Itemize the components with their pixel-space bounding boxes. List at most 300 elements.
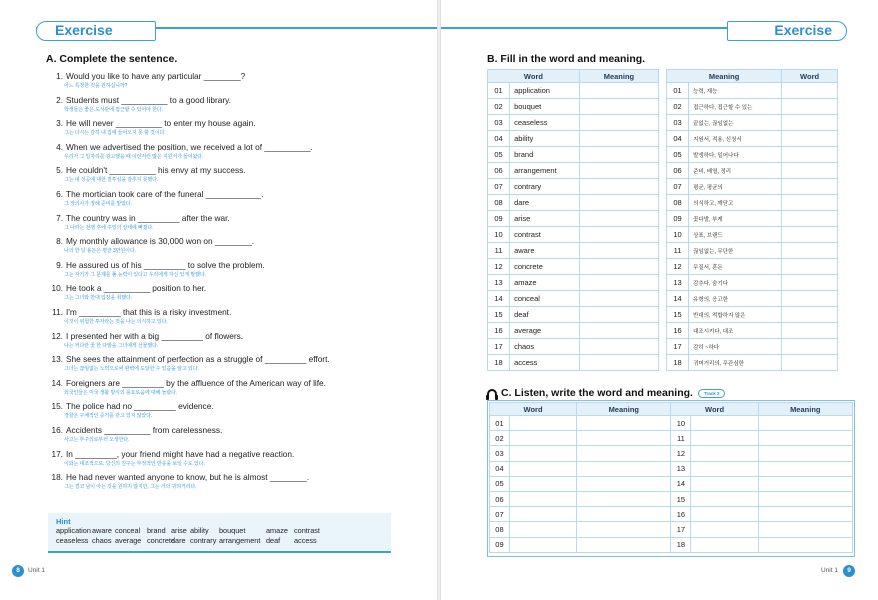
- column-header-word: Word: [671, 403, 758, 416]
- question-sentence: [50, 165, 420, 176]
- table-row: [490, 416, 853, 431]
- question-translation: 그는 그녀와 반대 입장을 취했다.: [64, 295, 132, 302]
- question-translation: 그녀는 끊임없는 노력으로써 완벽에 도달한 수 있음을 알고 있다.: [64, 366, 199, 373]
- table-row: [667, 99, 838, 115]
- question-text: When we advertised the position, we received a lot of __________.: [66, 141, 313, 152]
- question-sentence: [50, 449, 420, 460]
- word-answer-cell[interactable]: [782, 291, 838, 307]
- table-row: [667, 195, 838, 211]
- meaning-cell: 접근하다, 접근할 수 있는: [689, 99, 782, 115]
- word-answer-cell[interactable]: [782, 307, 838, 323]
- question-item: [50, 189, 420, 208]
- meaning-answer-cell[interactable]: [579, 355, 658, 371]
- row-number: 10: [488, 227, 510, 243]
- row-number: 18: [667, 355, 689, 371]
- word-answer-cell[interactable]: [782, 355, 838, 371]
- question-translation: 외국인들은 미국 생활 방식의 풍요로움에 대해 놀랐다.: [64, 389, 178, 396]
- row-number: 07: [490, 507, 510, 522]
- word-cell: amaze: [510, 275, 580, 291]
- row-number: 15: [488, 307, 510, 323]
- meaning-answer-cell[interactable]: [579, 195, 658, 211]
- question-translation: 그 장의사가 장례 준비를 맡았다.: [64, 201, 132, 207]
- word-answer-cell[interactable]: [782, 115, 838, 131]
- question-sentence: [50, 378, 420, 389]
- meaning-answer-cell[interactable]: [579, 243, 658, 259]
- hint-word: application: [56, 526, 91, 535]
- hint-title: Hint: [56, 517, 71, 526]
- word-cell: dare: [510, 195, 580, 211]
- row-number: 07: [667, 179, 689, 195]
- meaning-answer-cell[interactable]: [758, 431, 852, 446]
- meaning-answer-cell[interactable]: [579, 163, 658, 179]
- column-header-word: Word: [782, 70, 838, 83]
- question-item: [50, 118, 420, 137]
- word-answer-cell[interactable]: [509, 431, 576, 446]
- row-number: 02: [667, 99, 689, 115]
- question-translation: 나의 한 달 용돈은 평균 3만원이다.: [64, 248, 136, 255]
- row-number: 03: [490, 446, 510, 461]
- meaning-cell: 상표, 브랜드: [689, 227, 782, 243]
- question-item: [50, 425, 420, 444]
- row-number: 18: [671, 537, 691, 552]
- word-answer-cell[interactable]: [782, 179, 838, 195]
- word-answer-cell[interactable]: [691, 491, 758, 506]
- meaning-cell: 준비, 배열, 정리: [689, 163, 782, 179]
- question-text: He couldn't __________ his envy at my success.: [66, 165, 246, 176]
- word-answer-cell[interactable]: [782, 275, 838, 291]
- right-page: [441, 0, 878, 600]
- question-sentence: [50, 213, 420, 224]
- question-item: [50, 401, 420, 420]
- question-item: [50, 472, 420, 491]
- question-item: [50, 142, 420, 161]
- hint-word: bouquet: [219, 526, 246, 535]
- section-c-title: [487, 387, 725, 399]
- question-number: 3.: [56, 118, 63, 129]
- word-answer-cell[interactable]: [782, 99, 838, 115]
- question-text: Accidents __________ from carelessness.: [66, 425, 223, 435]
- column-header-meaning: Meaning: [579, 70, 658, 83]
- meaning-answer-cell[interactable]: [579, 115, 658, 131]
- meaning-answer-cell[interactable]: [758, 446, 852, 461]
- meaning-answer-cell[interactable]: [579, 307, 658, 323]
- word-answer-cell[interactable]: [782, 131, 838, 147]
- question-text: The police had no _________ evidence.: [66, 401, 214, 412]
- meaning-answer-cell[interactable]: [579, 291, 658, 307]
- row-number: 12: [667, 259, 689, 275]
- table-row: [488, 259, 659, 275]
- table-row: [667, 307, 838, 323]
- row-number: 09: [490, 537, 510, 552]
- row-number: 10: [667, 227, 689, 243]
- hint-word: contrary: [190, 535, 217, 545]
- word-cell: average: [510, 323, 580, 339]
- table-row: [667, 355, 838, 371]
- word-answer-cell[interactable]: [509, 537, 576, 552]
- table-row: [490, 431, 853, 446]
- row-number: 02: [490, 431, 510, 446]
- track-badge[interactable]: Track 2: [698, 389, 726, 398]
- listening-table: [489, 402, 853, 553]
- word-answer-cell[interactable]: [509, 476, 576, 491]
- meaning-cell: 감히 ~하다: [689, 339, 782, 355]
- exercise-header: Exercise: [36, 21, 156, 41]
- question-item: [50, 260, 420, 279]
- question-sentence: [50, 236, 420, 247]
- question-sentence: [50, 283, 420, 294]
- headphone-icon: [487, 389, 497, 397]
- unit-label: Unit 1: [28, 567, 45, 574]
- column-header-meaning: Meaning: [758, 403, 852, 416]
- meaning-answer-cell[interactable]: [579, 147, 658, 163]
- question-item: [50, 307, 420, 326]
- word-answer-cell[interactable]: [691, 507, 758, 522]
- hint-row: [56, 526, 383, 536]
- question-sentence: [50, 425, 420, 436]
- row-number: 14: [488, 291, 510, 307]
- meaning-cell: 대조시키다, 대조: [689, 323, 782, 339]
- meaning-answer-cell[interactable]: [758, 476, 852, 491]
- meaning-cell: 유형의, 응고한: [689, 291, 782, 307]
- meaning-answer-cell[interactable]: [579, 179, 658, 195]
- question-number: 7.: [56, 212, 63, 223]
- row-number: 04: [488, 131, 510, 147]
- meaning-answer-cell[interactable]: [579, 339, 658, 355]
- row-number: 13: [667, 275, 689, 291]
- question-number: 18.: [51, 472, 63, 483]
- table-row: [488, 179, 659, 195]
- question-text: I presented her with a big _________ of flowers.: [66, 330, 244, 341]
- table-row: [488, 339, 659, 355]
- word-cell: bouquet: [510, 99, 580, 115]
- meaning-answer-cell[interactable]: [579, 83, 658, 99]
- hint-word: arrangement: [219, 535, 261, 545]
- table-row: [490, 491, 853, 506]
- hint-word: ceaseless: [56, 535, 89, 545]
- row-number: 11: [667, 243, 689, 259]
- question-item: [50, 449, 420, 468]
- table-row: [488, 131, 659, 147]
- word-answer-cell[interactable]: [509, 522, 576, 537]
- question-text: Students must __________ to a good library.: [66, 94, 231, 105]
- meaning-answer-cell[interactable]: [579, 131, 658, 147]
- table-row: [667, 227, 838, 243]
- row-number: 05: [490, 476, 510, 491]
- row-number: 08: [490, 522, 510, 537]
- meaning-answer-cell[interactable]: [758, 507, 852, 522]
- row-number: 16: [671, 507, 691, 522]
- row-number: 13: [488, 275, 510, 291]
- row-number: 15: [671, 491, 691, 506]
- question-text: She sees the attainment of perfection as a struggle of _________ effort.: [66, 354, 330, 365]
- word-answer-cell[interactable]: [782, 323, 838, 339]
- question-item: [50, 165, 420, 184]
- meaning-cell: 끝없는, 끊임없는: [689, 115, 782, 131]
- question-translation: 사고는 부주의로부터 오생한다.: [64, 437, 130, 443]
- table-row: [490, 537, 853, 552]
- table-row: [490, 476, 853, 491]
- meaning-answer-cell[interactable]: [579, 323, 658, 339]
- word-answer-cell[interactable]: [782, 243, 838, 259]
- unit-label: Unit 1: [821, 567, 838, 574]
- exercise-header: Exercise: [727, 21, 847, 41]
- question-item: [50, 378, 420, 397]
- question-number: 14.: [51, 377, 63, 388]
- meaning-answer-cell[interactable]: [577, 522, 671, 537]
- question-sentence: [50, 189, 420, 200]
- table-row: [667, 179, 838, 195]
- question-text: My monthly allowance is 30,000 won on ________.: [66, 236, 255, 247]
- section-c-title-text: C. Listen, write the word and meaning.: [501, 387, 693, 399]
- table-row: [667, 323, 838, 339]
- table-row: [667, 147, 838, 163]
- word-answer-cell[interactable]: [691, 431, 758, 446]
- hint-word: chaos: [92, 535, 112, 545]
- word-cell: contrary: [510, 179, 580, 195]
- table-row: [667, 83, 838, 99]
- table-row: [488, 243, 659, 259]
- table-row: [667, 259, 838, 275]
- question-text: He had never wanted anyone to know, but he is almost ________.: [66, 472, 310, 483]
- meaning-answer-cell[interactable]: [579, 227, 658, 243]
- word-answer-cell[interactable]: [509, 491, 576, 506]
- row-number: 02: [488, 99, 510, 115]
- word-answer-cell[interactable]: [691, 476, 758, 491]
- hint-box: [48, 513, 391, 553]
- word-cell: deaf: [510, 307, 580, 323]
- question-text: I'm _________ that this is a risky investment.: [66, 307, 232, 317]
- question-translation: 그는 다시는 감히 내 집에 들어오지 못 할 것이다.: [64, 130, 166, 137]
- question-text: The mortician took care of the funeral ____________.: [66, 189, 264, 199]
- meaning-cell: 반대의, 적합하지 않은: [689, 307, 782, 323]
- question-sentence: [50, 331, 420, 342]
- word-answer-cell[interactable]: [782, 147, 838, 163]
- word-answer-cell[interactable]: [691, 416, 758, 431]
- table-row: [490, 446, 853, 461]
- question-sentence: [50, 118, 420, 129]
- table-row: [667, 211, 838, 227]
- word-cell: access: [510, 355, 580, 371]
- meaning-answer-cell[interactable]: [577, 537, 671, 552]
- table-row: [667, 275, 838, 291]
- meaning-answer-cell[interactable]: [577, 431, 671, 446]
- word-answer-cell[interactable]: [782, 163, 838, 179]
- meaning-cell: 발생하다, 일어나다: [689, 147, 782, 163]
- section-b-title: B. Fill in the word and meaning.: [487, 53, 646, 65]
- meaning-answer-cell[interactable]: [758, 416, 852, 431]
- question-translation: 그는 자기가 그 문제를 풀 능력이 있다고 우리에게 자신 있게 말했다.: [64, 271, 206, 278]
- hint-word: average: [115, 535, 142, 545]
- question-sentence: [50, 260, 420, 271]
- question-sentence: [50, 95, 420, 106]
- meaning-answer-cell[interactable]: [577, 446, 671, 461]
- word-answer-cell[interactable]: [509, 461, 576, 476]
- question-number: 5.: [56, 165, 63, 176]
- row-number: 09: [488, 211, 510, 227]
- meaning-answer-cell[interactable]: [758, 537, 852, 552]
- row-number: 03: [667, 115, 689, 131]
- question-text: In _________, your friend might have had a negative reaction.: [66, 448, 295, 459]
- column-header-meaning: Meaning: [577, 403, 671, 416]
- row-number: 16: [667, 323, 689, 339]
- question-number: 13.: [51, 354, 63, 365]
- table-row: [667, 163, 838, 179]
- question-text: Foreigners are _________ by the affluence of the American way of life.: [66, 377, 326, 388]
- word-cell: chaos: [510, 339, 580, 355]
- question-number: 6.: [56, 189, 63, 199]
- row-number: 17: [667, 339, 689, 355]
- row-number: 05: [667, 147, 689, 163]
- word-answer-cell[interactable]: [782, 83, 838, 99]
- meaning-answer-cell[interactable]: [579, 211, 658, 227]
- table-row: [490, 507, 853, 522]
- word-answer-cell[interactable]: [509, 446, 576, 461]
- question-number: 16.: [51, 425, 63, 435]
- question-translation: 이것이 위험한 투자라는 것을 나는 의식하고 있다.: [64, 319, 168, 325]
- hint-word: arise: [171, 526, 187, 535]
- meaning-cell: 끊임없는, 무단한: [689, 243, 782, 259]
- question-number: 9.: [56, 259, 63, 270]
- table-row: [488, 99, 659, 115]
- row-number: 14: [667, 291, 689, 307]
- meaning-answer-cell[interactable]: [577, 416, 671, 431]
- word-answer-cell[interactable]: [782, 211, 838, 227]
- question-sentence: [50, 472, 420, 483]
- row-number: 13: [671, 461, 691, 476]
- row-number: 06: [667, 163, 689, 179]
- word-answer-cell[interactable]: [782, 195, 838, 211]
- word-answer-cell[interactable]: [691, 461, 758, 476]
- page-number: 8: [12, 565, 24, 577]
- hint-word: access: [294, 535, 317, 545]
- row-number: 09: [667, 211, 689, 227]
- table-row: [667, 339, 838, 355]
- meaning-answer-cell[interactable]: [577, 461, 671, 476]
- word-answer-cell[interactable]: [509, 507, 576, 522]
- word-answer-cell[interactable]: [509, 416, 576, 431]
- word-cell: application: [510, 83, 580, 99]
- table-row: [488, 323, 659, 339]
- question-item: [50, 236, 420, 255]
- question-sentence: [50, 401, 420, 412]
- row-number: 06: [490, 491, 510, 506]
- row-number: 18: [488, 355, 510, 371]
- table-row: [488, 195, 659, 211]
- question-text: He will never __________ to enter my house again.: [66, 118, 256, 129]
- meaning-cell: 귀머거리의, 무관심한: [689, 355, 782, 371]
- row-number: 15: [667, 307, 689, 323]
- meaning-answer-cell[interactable]: [577, 491, 671, 506]
- page-number: 9: [843, 565, 855, 577]
- meaning-cell: 평균, 평균의: [689, 179, 782, 195]
- row-number: 17: [488, 339, 510, 355]
- question-translation: 그 나라는 전쟁 후에 주얼의 상태에 빠졌다.: [64, 224, 154, 231]
- meaning-answer-cell[interactable]: [579, 259, 658, 275]
- meaning-cell: 무질서, 혼돈: [689, 259, 782, 275]
- question-sentence: [50, 71, 420, 82]
- question-translation: 우리가 그 일자리를 광고했을 때 이런저런 많은 지원서가 들어왔다.: [64, 153, 204, 160]
- table-row: [490, 522, 853, 537]
- meaning-answer-cell[interactable]: [579, 99, 658, 115]
- meaning-answer-cell[interactable]: [758, 522, 852, 537]
- row-number: 17: [671, 522, 691, 537]
- question-item: [50, 283, 420, 302]
- table-row: [488, 227, 659, 243]
- table-row: [667, 291, 838, 307]
- table-row: [488, 147, 659, 163]
- word-answer-cell[interactable]: [782, 339, 838, 355]
- question-text: He took a __________ position to her.: [66, 283, 207, 294]
- meaning-to-word-table: [666, 69, 838, 371]
- section-a-title: A. Complete the sentence.: [46, 53, 178, 65]
- row-number: 11: [671, 431, 691, 446]
- table-row: [488, 307, 659, 323]
- question-sentence: [50, 307, 420, 318]
- question-translation: 그는 결코 남이 아는 것을 원하지 않지만, 그는 거의 귀띄거리다.: [64, 484, 197, 491]
- row-number: 04: [667, 131, 689, 147]
- question-number: 8.: [56, 236, 63, 247]
- word-answer-cell[interactable]: [782, 227, 838, 243]
- table-row: [667, 115, 838, 131]
- row-number: 01: [667, 83, 689, 99]
- row-number: 07: [488, 179, 510, 195]
- meaning-answer-cell[interactable]: [758, 461, 852, 476]
- question-translation: 그는 내 성공에 대한 질투심을 감추지 못했다.: [64, 177, 159, 184]
- table-row: [488, 275, 659, 291]
- word-cell: conceal: [510, 291, 580, 307]
- question-item: [50, 95, 420, 114]
- meaning-answer-cell[interactable]: [577, 476, 671, 491]
- row-number: 06: [488, 163, 510, 179]
- question-item: [50, 331, 420, 350]
- hint-row: [56, 536, 383, 546]
- meaning-answer-cell[interactable]: [758, 491, 852, 506]
- row-number: 16: [488, 323, 510, 339]
- table-row: [488, 115, 659, 131]
- meaning-answer-cell[interactable]: [579, 275, 658, 291]
- question-item: [50, 71, 420, 90]
- row-number: 01: [488, 83, 510, 99]
- question-translation: 경찰은 구체적인 증거를 갖고 있지 않았다.: [64, 413, 153, 420]
- word-answer-cell[interactable]: [691, 446, 758, 461]
- hint-word: contrast: [294, 526, 320, 535]
- question-translation: 이와는 대조적으로, 당신의 친구는 부정적인 반응을 보일 수도 있다.: [64, 460, 205, 467]
- question-number: 12.: [51, 330, 63, 341]
- meaning-cell: 능력, 재능: [689, 83, 782, 99]
- question-number: 11.: [52, 307, 63, 317]
- question-number: 10.: [51, 283, 63, 294]
- word-answer-cell[interactable]: [691, 522, 758, 537]
- table-row: [488, 211, 659, 227]
- table-row: [488, 291, 659, 307]
- row-number: 05: [488, 147, 510, 163]
- question-item: [50, 354, 420, 373]
- row-number: 10: [671, 416, 691, 431]
- meaning-cell: 지원서, 적용, 신청서: [689, 131, 782, 147]
- hint-word: ability: [190, 526, 209, 535]
- word-answer-cell[interactable]: [782, 259, 838, 275]
- word-cell: contrast: [510, 227, 580, 243]
- question-number: 4.: [56, 141, 63, 152]
- row-number: 14: [671, 476, 691, 491]
- word-cell: arrangement: [510, 163, 580, 179]
- row-number: 11: [488, 243, 510, 259]
- word-answer-cell[interactable]: [691, 537, 758, 552]
- hint-word: brand: [147, 526, 166, 535]
- meaning-answer-cell[interactable]: [577, 507, 671, 522]
- row-number: 08: [488, 195, 510, 211]
- meaning-cell: 의식하고, 깨닫고: [689, 195, 782, 211]
